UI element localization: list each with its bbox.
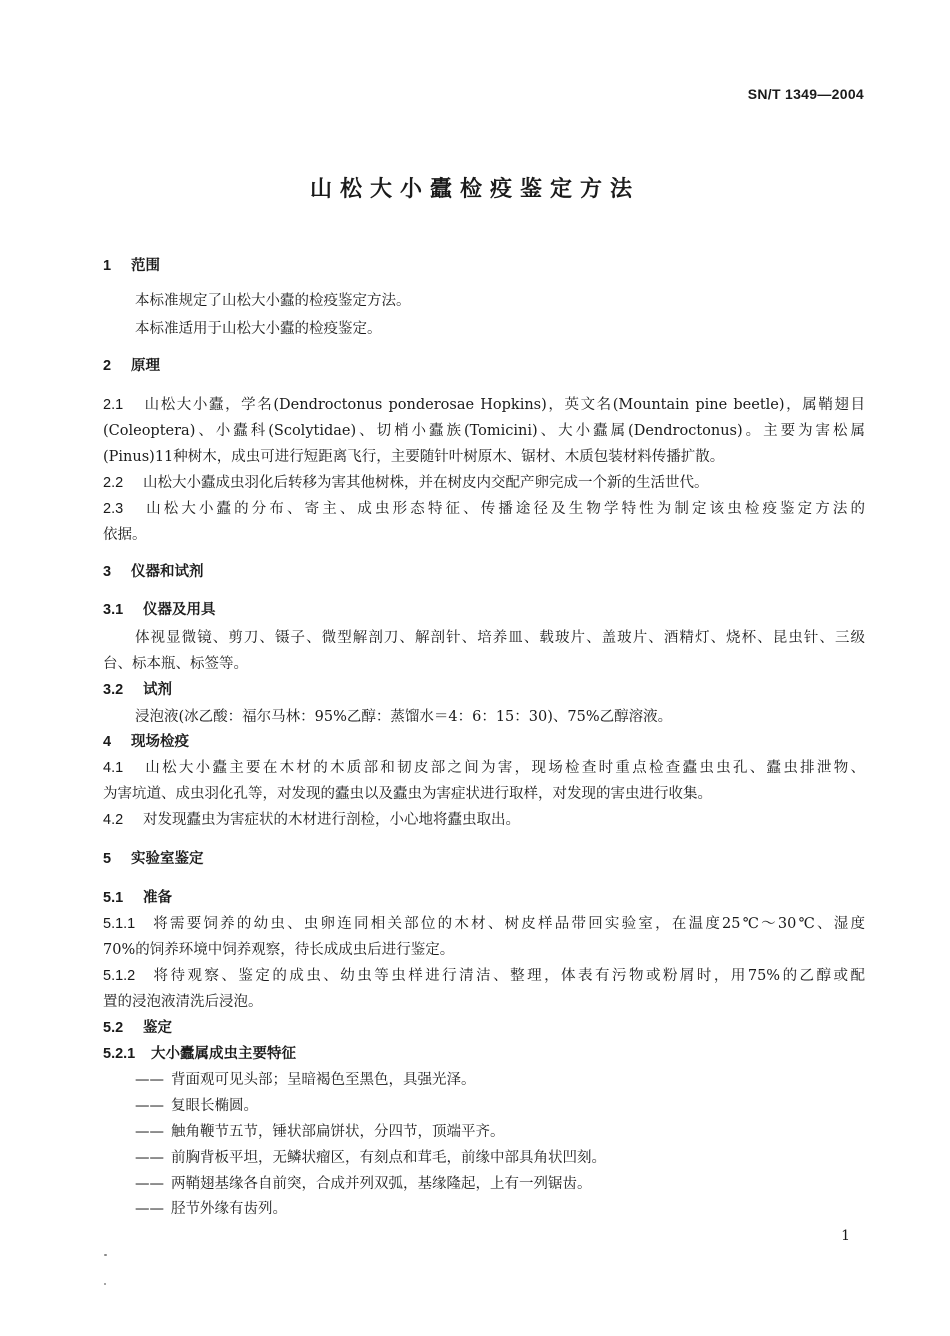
scan-speck (104, 1254, 107, 1256)
paragraph-line: (Coleoptera)、小蠹科(Scolytidae)、切梢小蠹族(Tomicini)、大小蠹属(Dendroctonus)。主要为害松属 (103, 423, 865, 439)
paragraph-line (103, 499, 865, 519)
section-number: 3 (103, 564, 112, 580)
subsection-heading (103, 600, 865, 620)
clause-text: 山松大小蠹成虫羽化后转移为害其他树株，并在树皮内交配产卵完成一个新的生活世代。 (143, 475, 709, 491)
section-heading (103, 256, 865, 276)
clause-text: 将待观察、鉴定的成虫、幼虫等虫样进行清洁、整理，体表有污物或粉屑时，用75%的乙醇或配 (151, 968, 865, 984)
subsection-title: 仪器及用具 (143, 602, 216, 618)
paragraph-line: 本标准规定了山松大小蠹的检疫鉴定方法。 (135, 293, 411, 309)
subsection-number: 5.2 (103, 1020, 124, 1036)
list-item (135, 1199, 897, 1219)
section-heading (103, 732, 865, 752)
page-number: 1 (841, 1228, 850, 1244)
dash-marker: —— (135, 1201, 164, 1217)
list-item (135, 1096, 897, 1116)
section-number: 1 (103, 258, 112, 274)
clause-number: 5.1.1 (103, 916, 136, 932)
subsection-heading (103, 680, 865, 700)
clause-number: 5.1.2 (103, 968, 136, 984)
list-item (135, 1070, 897, 1090)
list-item (135, 1122, 897, 1142)
clause-text: 山松大小蠹的分布、寄主、成虫形态特征、传播途径及生物学特性为制定该虫检疫鉴定方法的 (143, 501, 865, 517)
paragraph-line (103, 758, 865, 778)
paragraph-line: 置的浸泡液清洗后浸泡。 (103, 994, 263, 1010)
section-number: 5 (103, 851, 112, 867)
clause-text: 对发现蠹虫为害症状的木材进行剖检，小心地将蠹虫取出。 (143, 812, 520, 828)
section-number: 4 (103, 734, 112, 750)
paragraph-line (103, 914, 865, 934)
list-item (135, 1174, 897, 1194)
section-title: 原理 (131, 358, 160, 374)
paragraph-line (103, 966, 865, 986)
paragraph-line (103, 473, 865, 493)
paragraph-line: 体视显微镜、剪刀、镊子、微型解剖刀、解剖针、培养皿、载玻片、盖玻片、酒精灯、烧杯、昆虫针、三级 (135, 630, 865, 646)
list-item-text: 两鞘翅基缘各自前突，合成并列双弧，基缘隆起，上有一列锯齿。 (171, 1176, 592, 1192)
clause-number: 2.3 (103, 501, 124, 517)
section-title: 仪器和试剂 (131, 564, 204, 580)
section-number: 2 (103, 358, 112, 374)
section-heading (103, 849, 865, 869)
clause-text: 山松大小蠹主要在木材的木质部和韧皮部之间为害，现场检查时重点检查蠹虫虫孔、蠹虫排泄物、 (143, 760, 865, 776)
subsection-title: 大小蠹属成虫主要特征 (151, 1046, 296, 1062)
clause-text: 将需要饲养的幼虫、虫卵连同相关部位的木材、树皮样品带回实验室，在温度25℃～30℃、湿度 (151, 916, 865, 932)
dash-marker: —— (135, 1072, 164, 1088)
paragraph-line (103, 810, 865, 830)
paragraph-line: (Pinus)11种树木，成虫可进行短距离飞行，主要随针叶树原木、锯材、木质包装材料传播扩散。 (103, 449, 725, 465)
section-title: 范围 (131, 258, 160, 274)
clause-number: 4.1 (103, 760, 124, 776)
paragraph-line: 浸泡液(冰乙酸：福尔马林：95%乙醇：蒸馏水＝4：6：15：30)、75%乙醇溶液。 (135, 709, 673, 725)
clause-number: 2.2 (103, 475, 124, 491)
subsection-heading (103, 888, 865, 908)
clause-number: 2.1 (103, 397, 124, 413)
scan-speck (104, 1283, 106, 1285)
dash-marker: —— (135, 1098, 164, 1114)
standard-code: SN/T 1349—2004 (747, 86, 864, 102)
subsection-number: 5.2.1 (103, 1046, 136, 1062)
paragraph-line (103, 395, 865, 415)
subsection-number: 5.1 (103, 890, 124, 906)
clause-number: 4.2 (103, 812, 124, 828)
subsection-heading (103, 1018, 865, 1038)
subsection-number: 3.1 (103, 602, 124, 618)
dash-marker: —— (135, 1124, 164, 1140)
paragraph-line: 本标准适用于山松大小蠹的检疫鉴定。 (135, 321, 382, 337)
paragraph-line: 台、标本瓶、标签等。 (103, 656, 248, 672)
subsection-title: 鉴定 (143, 1020, 172, 1036)
document-title: 山松大小蠹检疫鉴定方法 (309, 177, 640, 202)
list-item-text: 复眼长椭圆。 (171, 1098, 258, 1114)
list-item-text: 前胸背板平坦，无鳞状瘤区，有刻点和茸毛，前缘中部具角状凹刻。 (171, 1150, 606, 1166)
dash-marker: —— (135, 1176, 164, 1192)
section-title: 实验室鉴定 (131, 851, 204, 867)
list-item (135, 1148, 897, 1168)
list-item-text: 触角鞭节五节，锤状部扁饼状，分四节，顶端平齐。 (171, 1124, 505, 1140)
paragraph-line: 70%的饲养环境中饲养观察，待长成成虫后进行鉴定。 (103, 942, 455, 958)
subsection-number: 3.2 (103, 682, 124, 698)
list-item-text: 胫节外缘有齿列。 (171, 1201, 287, 1217)
subsection-heading (103, 1044, 865, 1064)
section-title: 现场检疫 (131, 734, 189, 750)
section-heading (103, 562, 865, 582)
clause-text: 山松大小蠹，学名(Dendroctonus ponderosae Hopkins)，英文名(Mountain pine beetle)，属鞘翅目 (143, 397, 865, 413)
subsection-title: 准备 (143, 890, 172, 906)
subsection-title: 试剂 (143, 682, 172, 698)
paragraph-line: 依据。 (103, 527, 147, 543)
section-heading (103, 356, 865, 376)
paragraph-line: 为害坑道、成虫羽化孔等，对发现的蠹虫以及蠹虫为害症状进行取样，对发现的害虫进行收集。 (103, 786, 712, 802)
list-item-text: 背面观可见头部；呈暗褐色至黑色，具强光泽。 (171, 1072, 476, 1088)
dash-marker: —— (135, 1150, 164, 1166)
